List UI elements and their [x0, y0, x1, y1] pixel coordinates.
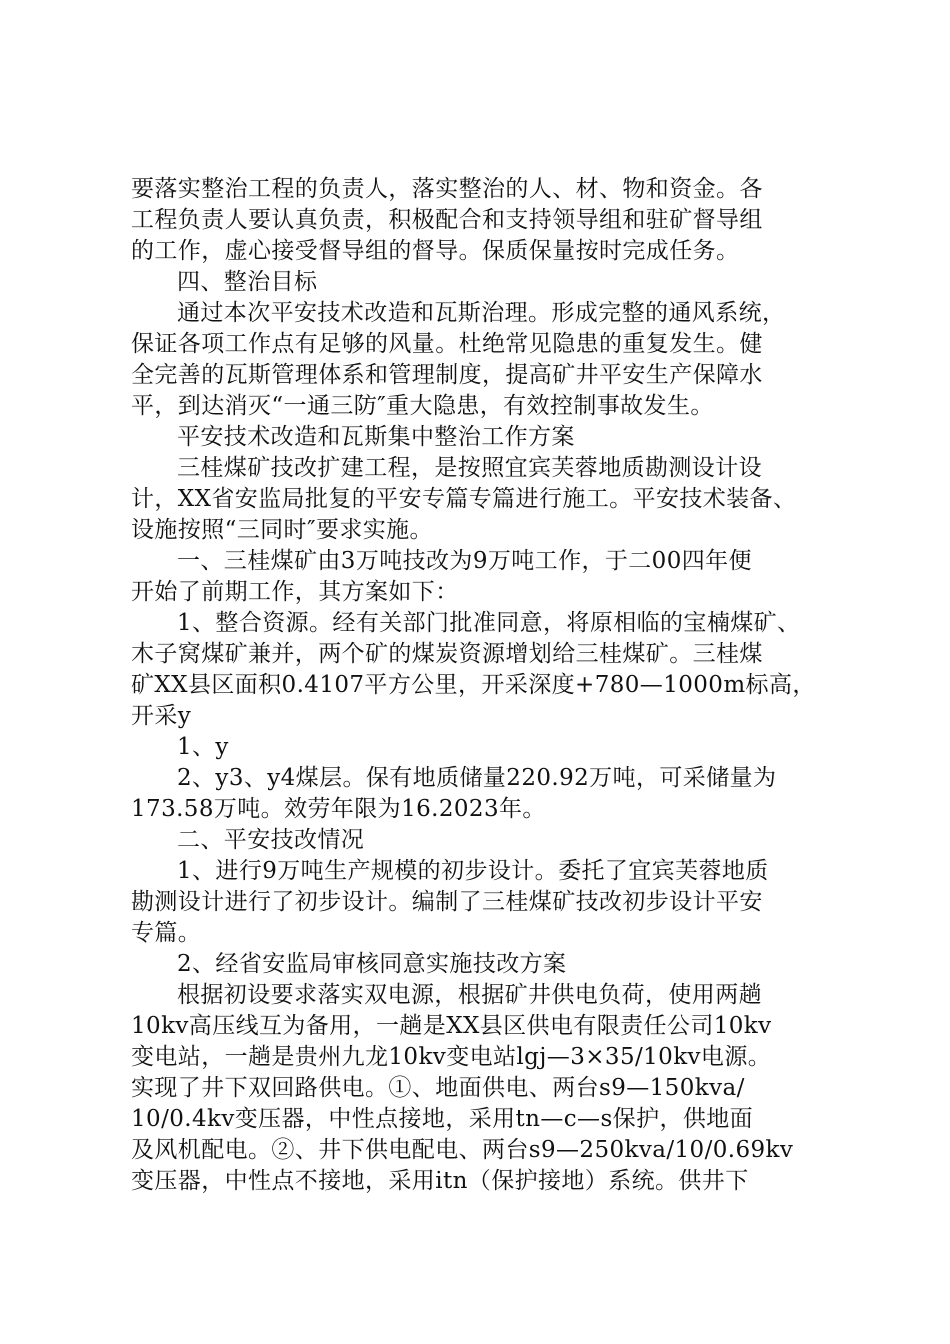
text-line: 计，XX省安监局批复的平安专篇专篇进行施工。平安技术装备、: [131, 486, 797, 512]
paragraph-first-line: 三桂煤矿技改扩建工程，是按照宜宾芙蓉地质勘测设计设: [177, 455, 762, 481]
text-line: 设施按照“三同时″要求实施。: [131, 517, 433, 543]
text-line: 要落实整治工程的负责人，落实整治的人、材、物和资金。各: [131, 176, 763, 202]
text-line: 开采y: [131, 703, 192, 729]
text-line: 木子窝煤矿兼并，两个矿的煤炭资源增划给三桂煤矿。三桂煤: [131, 641, 763, 667]
text-line: 及风机配电。②、井下供电配电、两台s9—250kva/10/0.69kv: [131, 1137, 794, 1163]
text-line: 变压器，中性点不接地，采用itn（保护接地）系统。供井下: [131, 1168, 749, 1194]
paragraph-first-line: 2、y3、y4煤层。保有地质储量220.92万吨，可采储量为: [177, 765, 777, 791]
text-line: 的工作，虚心接受督导组的督导。保质保量按时完成任务。: [131, 238, 740, 264]
text-line: 专篇。: [131, 920, 202, 946]
text-line: 开始了前期工作，其方案如下：: [131, 579, 459, 605]
text-line: 工程负责人要认真负责，积极配合和支持领导组和驻矿督导组: [131, 207, 763, 233]
paragraph-first-line: 根据初设要求落实双电源，根据矿井供电负荷，使用两趟: [177, 982, 762, 1008]
paragraph-first-line: 1、整合资源。经有关部门批准同意，将原相临的宝楠煤矿、: [177, 610, 801, 636]
paragraph-first-line: 一、三桂煤矿由3万吨技改为9万吨工作，于二00四年便: [177, 548, 752, 574]
paragraph-first-line: 平安技术改造和瓦斯集中整治工作方案: [177, 424, 575, 450]
paragraph-first-line: 2、经省安监局审核同意实施技改方案: [177, 951, 567, 977]
paragraph-first-line: 二、平安技改情况: [177, 827, 365, 853]
text-line: 勘测设计进行了初步设计。编制了三桂煤矿技改初步设计平安: [131, 889, 763, 915]
text-line: 10/0.4kv变压器，中性点接地，采用tn—c—s保护，供地面: [131, 1106, 754, 1132]
paragraph-first-line: 1、y: [177, 734, 229, 760]
text-line: 矿XX县区面积0.4107平方公里，开采深度+780—1000m标高，: [131, 672, 816, 698]
document-body: [131, 174, 831, 1197]
paragraph-first-line: 通过本次平安技术改造和瓦斯治理。形成完整的通风系统，: [177, 300, 786, 326]
text-line: 全完善的瓦斯管理体系和管理制度，提高矿井平安生产保障水: [131, 362, 763, 388]
text-line: 173.58万吨。效劳年限为16.2023年。: [131, 796, 546, 822]
text-line: 变电站，一趟是贵州九龙10kv变电站lgj—3×35/10kv电源。: [131, 1044, 772, 1070]
paragraph-first-line: 四、整治目标: [177, 269, 318, 295]
text-line: 保证各项工作点有足够的风量。杜绝常见隐患的重复发生。健: [131, 331, 763, 357]
text-line: 实现了井下双回路供电。①、地面供电、两台s9—150kva/: [131, 1075, 745, 1101]
text-line: 平，到达消灭“一通三防″重大隐患，有效控制事故发生。: [131, 393, 714, 419]
text-line: 10kv高压线互为备用，一趟是XX县区供电有限责任公司10kv: [131, 1013, 772, 1039]
paragraph-first-line: 1、进行9万吨生产规模的初步设计。委托了宜宾芙蓉地质: [177, 858, 769, 884]
